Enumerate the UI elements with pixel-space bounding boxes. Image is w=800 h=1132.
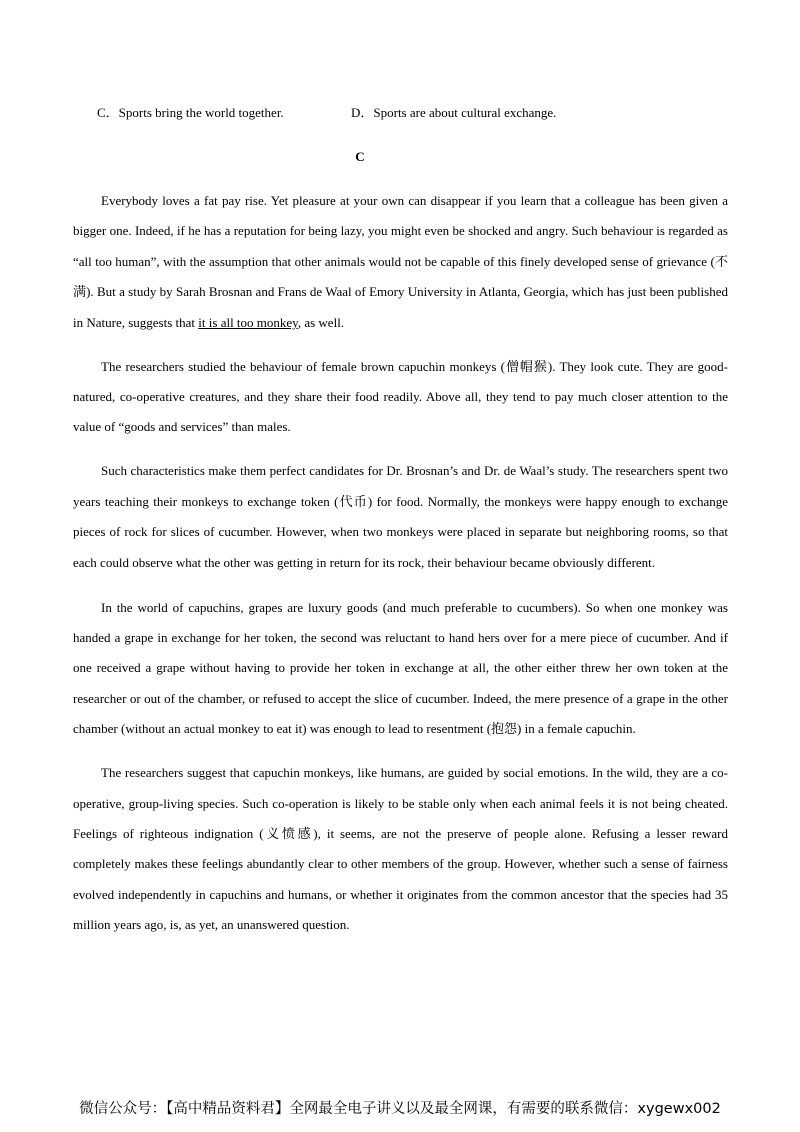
paragraph-1-text: Everybody loves a fat pay rise. Yet pleasure at your own can disappear if you learn that a colleague has been given a bigger one. Indeed, if he has a reputation for being lazy, you might even be shocked and angry. Such behaviour is regarded as “all too human”, with the assumption that other animals would not be capable of this finely developed sense of grievance (不满). But a study by Sarah Brosnan and Frans de Waal of Emory University in Atlanta, Georgia, which has just been published in Nature, suggests that xyxy=(73,193,728,330)
option-d: D．Sports are about cultural exchange. xyxy=(351,105,557,120)
paragraph-1-end: , as well. xyxy=(297,314,345,330)
footer-watermark-text: 微信公众号：【高中精品资料君】全网最全电子讲义以及最全网课，有需要的联系微信：xygewx002 xyxy=(79,1101,721,1117)
underlined-phrase: it is all too monkey xyxy=(198,314,298,330)
paragraph-2: The researchers studied the behaviour of female brown capuchin monkeys (僧帽猴). They look cute. They are good-natured, co-operative creatures, and they share their food readily. Above all, they tend to pay much closer attention to the value of “goods and services” than males. xyxy=(73,358,728,435)
answer-options xyxy=(97,103,737,123)
paragraph-4: In the world of capuchins, grapes are luxury goods (and much preferable to cucumbers). So when one monkey was handed a grape in exchange for her token, the second was reluctant to hand hers over for a mere piece of cucumber. And if one received a grape without having to provide her token in exchange at all, the other either threw her own token at the researcher or out of the chamber, or refused to accept the slice of cucumber. Indeed, the mere presence of a grape in the other chamber (without an actual monkey to eat it) was enough to lead to resentment (抱怨) in a female capuchin. xyxy=(73,599,728,737)
reading-passage xyxy=(73,186,728,954)
section-heading: C xyxy=(355,149,365,164)
option-c: C．Sports bring the world together. xyxy=(97,105,284,120)
paragraph-3: Such characteristics make them perfect candidates for Dr. Brosnan’s and Dr. de Waal’s study. The researchers spent two years teaching their monkeys to exchange token (代币) for food. Normally, the monkeys were happy enough to exchange pieces of rock for slices of cucumber. However, when two monkeys were placed in separate but neighboring rooms, so that each could observe what the other was getting in return for its rock, their behaviour became obviously different. xyxy=(73,463,728,570)
paragraph-1 xyxy=(73,186,728,338)
paragraph-5: The researchers suggest that capuchin monkeys, like humans, are guided by social emotions. In the wild, they are a co-operative, group-living species. Such co-operation is likely to be stable only when each animal feels it is not being cheated. Feelings of righteous indignation (义愤感), it seems, are not the preserve of people alone. Refusing a lesser reward completely makes these feelings abundantly clear to other members of the group. However, whether such a sense of fairness evolved independently in capuchins and humans, or whether it originates from the common ancestor that the species had 35 million years ago, is, as yet, an unanswered question. xyxy=(73,765,728,933)
